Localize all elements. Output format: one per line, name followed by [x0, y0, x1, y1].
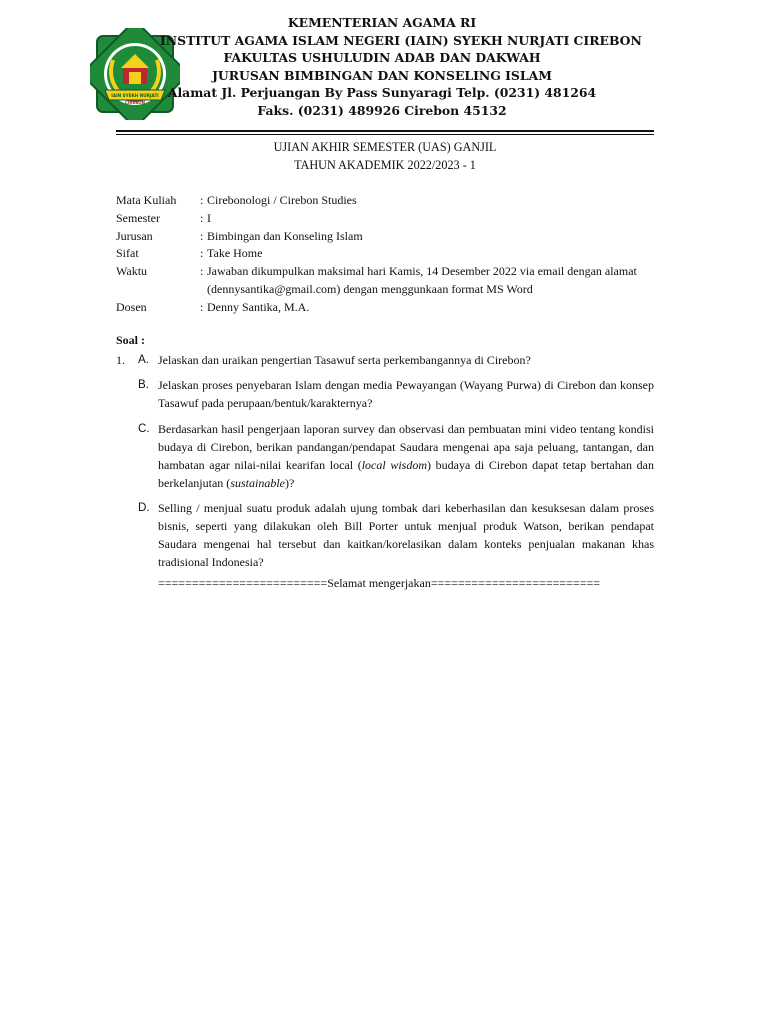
question-item-d	[116, 499, 654, 571]
info-value: Bimbingan dan Konseling Islam	[207, 228, 363, 243]
exam-title-line2: TAHUN AKADEMIK 2022/2023 - 1	[294, 157, 476, 172]
info-colon: :	[200, 264, 204, 279]
fax-line: Faks. (0231) 489926 Cirebon 45132	[257, 102, 507, 118]
question-letter: B.	[138, 378, 149, 391]
question-text-italic: sustainable	[230, 476, 285, 490]
address-line: Alamat Jl. Perjuangan By Pass Sunyaragi Telp. (0231) 481264	[167, 85, 597, 101]
institute-name: INSTITUT AGAMA ISLAM NEGERI (IAIN) SYEKH NURJATI CIREBON	[160, 32, 642, 48]
info-row	[116, 210, 656, 228]
exam-title-line1: UJIAN AKHIR SEMESTER (UAS) GANJIL	[273, 140, 497, 154]
logo-city-text: CIREBON	[124, 100, 146, 105]
info-key: Sifat	[116, 246, 139, 261]
question-item-c	[116, 420, 654, 492]
info-colon: :	[200, 210, 204, 225]
department-name: JURUSAN BIMBINGAN DAN KONSELING ISLAM	[212, 67, 552, 83]
question-letter: A.	[138, 353, 149, 366]
info-key: Mata Kuliah	[116, 193, 177, 207]
info-value: I	[207, 210, 211, 225]
question-text-part: )?	[284, 476, 295, 490]
question-letter: D.	[138, 501, 150, 514]
question-text: Jelaskan dan uraikan pengertian Tasawuf serta perkembangannya di Cirebon?	[158, 353, 531, 367]
question-text-part: Berdasarkan hasil pengerjaan laporan survey dan observasi dan pembuatan mini video tentang kondisi budaya di Cirebon, berikan pandangan/pendapat Saudara mengenai apa saja peluang, tantangan, dan hambatan agar nilai-nilai kearifan local (	[158, 422, 654, 472]
question-text: Selling / menjual suatu produk adalah ujung tombak dari keberhasilan dan kesuksesan dalam proses bisnis, seperti yang dilakukan oleh Bill Porter untuk menjual produk Watson, berikan pendapat Saudara mengenai hal tersebut dan kaitkan/korelasikan dalam konteks penjualan makanan khas tradisional Indonesia?	[158, 501, 654, 569]
ministry-name: KEMENTERIAN AGAMA RI	[287, 15, 477, 30]
info-key: Jurusan	[116, 228, 153, 243]
question-item-b	[116, 376, 654, 412]
info-colon: :	[200, 228, 204, 243]
info-key: Dosen	[116, 299, 147, 314]
question-text-part: ) budaya di Cirebon dapat tetap bertahan dan berkelanjutan (	[158, 458, 654, 490]
question-item-a	[116, 351, 654, 369]
letterhead	[160, 14, 642, 120]
question-letter: C.	[138, 422, 150, 435]
questions-heading: Soal :	[116, 333, 146, 347]
question-number: 1.	[116, 353, 125, 367]
info-colon: :	[200, 193, 204, 207]
info-key: Waktu	[116, 264, 148, 279]
info-value: Denny Santika, M.A.	[207, 299, 310, 314]
exam-info-table	[116, 192, 656, 317]
info-colon: :	[200, 246, 204, 261]
closing-line: =========================Selamat mengerjakan=========================	[158, 576, 601, 590]
question-text	[158, 420, 654, 492]
info-value: Jawaban dikumpulkan maksimal hari Kamis, 14 Desember 2022 via email dengan alamat (dennysantika@gmail.com) dengan menggunkaan format MS Word	[207, 264, 637, 296]
question-text: Jelaskan proses penyebaran Islam dengan media Pewayangan (Wayang Purwa) di Cirebon dan konsep Tasawuf pada perupaan/bentuk/karakternya?	[158, 378, 654, 410]
info-row	[116, 299, 656, 317]
info-key: Semester	[116, 210, 160, 225]
question-text-italic: local wisdom	[361, 458, 428, 472]
info-row	[116, 228, 656, 246]
faculty-name: FAKULTAS USHULUDIN ADAB DAN DAKWAH	[223, 50, 541, 66]
info-value: Take Home	[207, 246, 263, 261]
info-row	[116, 245, 656, 263]
letterhead-divider-thin	[116, 134, 654, 135]
info-row	[116, 263, 656, 299]
exam-title	[116, 139, 654, 174]
info-row	[116, 192, 656, 210]
logo-banner-text: IAIN SYEKH NURJATI	[111, 93, 159, 98]
letterhead-divider-thick	[116, 130, 654, 132]
info-value: Cirebonologi / Cirebon Studies	[207, 193, 357, 207]
info-colon: :	[200, 299, 204, 314]
